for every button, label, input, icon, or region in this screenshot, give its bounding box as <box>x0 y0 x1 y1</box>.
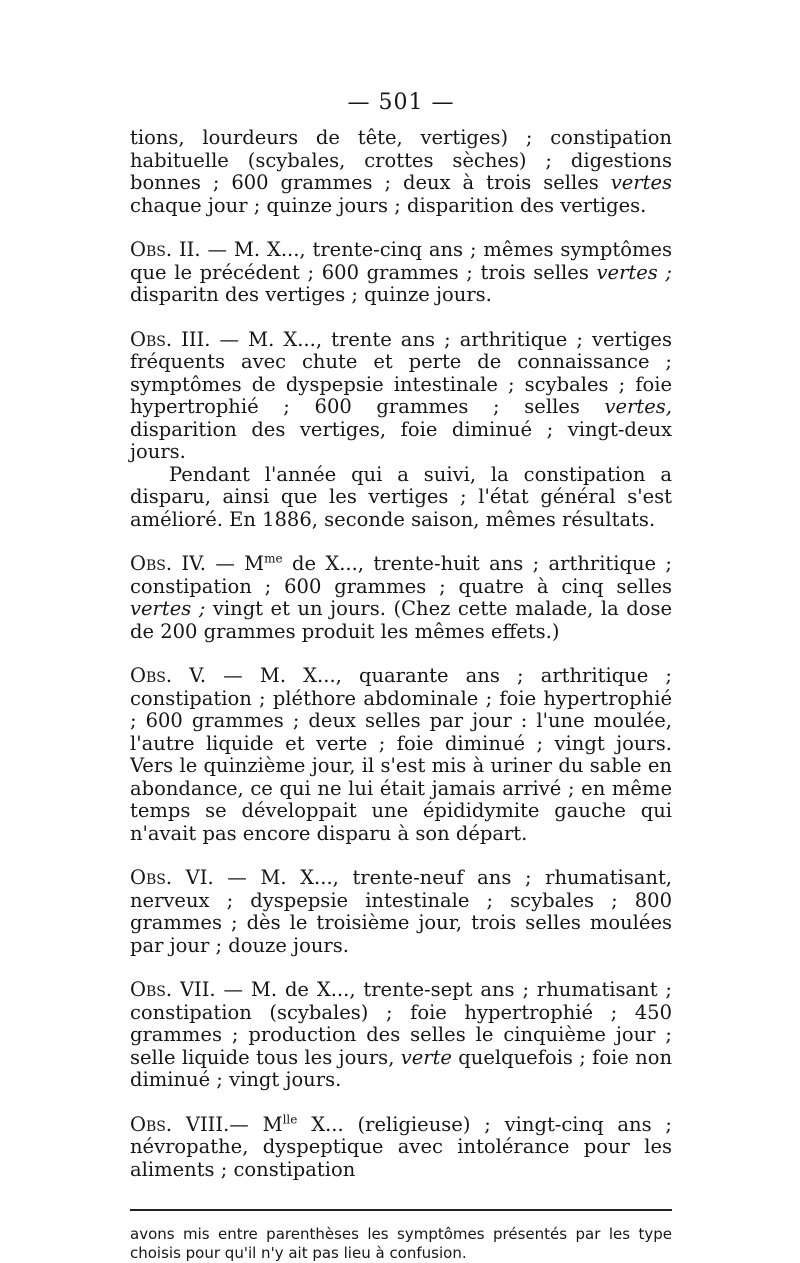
observation-3-continuation: Pendant l'année qui a suivi, la constipation a disparu, ainsi que les vertiges ; l'état général s'est amélioré. En 1886, seconde saison, mêmes résultats. <box>130 462 672 531</box>
observation-5 <box>130 665 672 845</box>
observation-4-text-c: vingt et un jours. (Chez cette malade, la dose de 200 grammes produit les mêmes effets.) <box>130 597 672 643</box>
observation-7-text-a: — M. de X..., trente-sept ans ; rhumatisant ; constipation (scybales) ; foie hypertrophié ; 450 grammes ; production des selles le cinquième jour ; selle liquide tous les jours, <box>130 978 672 1069</box>
observation-4-text-a: — M <box>205 552 265 575</box>
observation-7-label: Obs. VII. <box>130 978 216 1001</box>
footnote-text: avons mis entre parenthèses les symptômes présentés par les type choisis pour qu'il n'y ait pas lieu à confusion. <box>130 1225 672 1262</box>
observation-5-label: Obs. V. <box>130 664 207 687</box>
observation-4-emphasis: vertes ; <box>130 597 206 620</box>
intro-paragraph <box>130 127 672 217</box>
observation-4-text-b: de X..., trente-huit ans ; arthritique ; constipation ; 600 grammes ; quatre à cinq selles <box>130 552 672 598</box>
intro-text-b: chaque jour ; quinze jours ; disparition des vertiges. <box>130 193 647 217</box>
observation-8-text-b: X... (religieuse) ; vingt-cinq ans ; névropathe, dyspeptique avec intolérance pour les aliments ; constipation <box>130 1112 672 1181</box>
observation-2 <box>130 239 672 307</box>
observation-8-label: Obs. VIII. <box>130 1112 230 1136</box>
observation-7-emphasis: verte <box>400 1045 452 1069</box>
observation-8 <box>130 1114 672 1182</box>
observation-3-emphasis: vertes, <box>604 395 672 418</box>
observation-8-superscript: lle <box>282 1112 298 1126</box>
observation-2-emphasis: vertes ; <box>596 260 673 284</box>
observation-7 <box>130 979 672 1092</box>
observation-3-text-a: — M. X..., trente ans ; arthritique ; vertiges fréquents avec chute et perte de connaissance ; symptômes de dyspepsie intestinale ; scybales ; foie hypertrophié ; 600 grammes ; selles <box>130 327 672 418</box>
observation-8-text-a: — M <box>229 1112 283 1136</box>
observation-3-text-b: disparition des vertiges, foie diminué ; vingt-deux jours. <box>130 417 672 463</box>
observation-3-label: Obs. III. <box>130 327 211 351</box>
intro-emphasis: vertes <box>610 171 672 194</box>
observation-4-superscript: me <box>264 551 283 566</box>
body-text <box>130 127 672 1181</box>
footnote <box>130 1225 672 1263</box>
intro-text-a: tions, lourdeurs de tête, vertiges) ; constipation habituelle (scybales, crottes sèches) ; digestions bonnes ; 600 grammes ; deux à trois selles <box>130 126 672 194</box>
observation-2-text-b: disparitn des vertiges ; quinze jours. <box>130 283 492 306</box>
observation-4 <box>130 553 672 643</box>
page-number: — 501 — <box>347 90 455 115</box>
observation-6-label: Obs. VI. <box>130 866 214 889</box>
observation-2-label: Obs. II. <box>130 238 201 261</box>
observation-6-text: — M. X..., trente-neuf ans ; rhumatisant, nerveux ; dyspepsie intestinale ; scybales ; 800 grammes ; dès le troisième jour, trois selles moulées par jour ; douze jours. <box>130 866 673 957</box>
observation-6 <box>130 867 672 957</box>
observation-5-text: — M. X..., quarante ans ; arthritique ; constipation ; pléthore abdominale ; foie hypertrophié ; 600 grammes ; deux selles par jour : l'une moulée, l'autre liquide et verte ; foie diminué ; vingt jours. Vers le quinzième jour, il s'est mis à uriner du sable en abondance, ce qui ne lui était jamais arrivé ; en même temps se développait une épididymite gauche qui n'avait pas encore disparu à son départ. <box>130 664 672 845</box>
observation-3 <box>130 329 672 464</box>
observation-7-text-b: quelquefois ; foie non diminué ; vingt jours. <box>130 1045 673 1091</box>
observation-2-text-a: — M. X..., trente-cinq ans ; mêmes symptômes que le précédent ; 600 grammes ; trois selles <box>130 238 672 284</box>
footnote-divider <box>130 1209 672 1211</box>
observation-4-label: Obs. IV. <box>130 552 206 575</box>
